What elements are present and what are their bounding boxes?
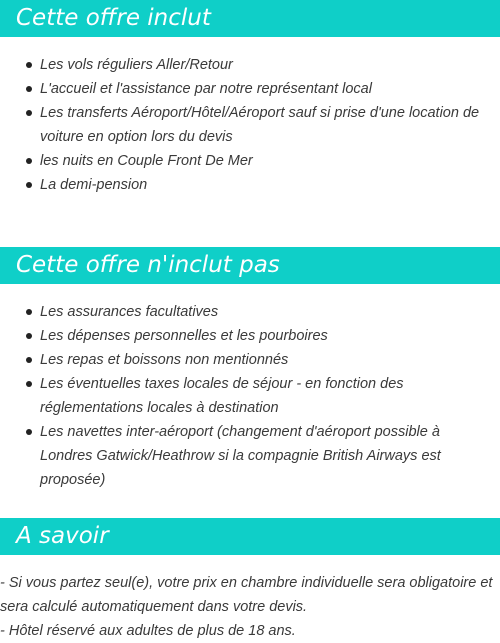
- excludes-title: Cette offre n'inclut pas: [16, 252, 280, 278]
- tips-line: - Hôtel réservé aux adultes de plus de 18 ans.: [0, 623, 296, 639]
- tips-title: A savoir: [16, 523, 109, 549]
- includes-list: [0, 53, 500, 197]
- list-item: Les vols réguliers Aller/Retour: [0, 53, 500, 77]
- list-item: Les repas et boissons non mentionnés: [0, 348, 500, 372]
- list-item: L'accueil et l'assistance par notre représentant local: [0, 77, 500, 101]
- tips-text: [0, 571, 500, 643]
- tips-section-header: [0, 518, 500, 555]
- list-item: Les éventuelles taxes locales de séjour - en fonction des réglementations locales à destination: [0, 372, 500, 420]
- list-item: Les assurances facultatives: [0, 300, 500, 324]
- list-item: Les dépenses personnelles et les pourboires: [0, 324, 500, 348]
- excludes-section-header: [0, 247, 500, 284]
- tips-line: - Si vous partez seul(e), votre prix en chambre individuelle sera obligatoire et sera calculé automatiquement dans votre devis.: [0, 575, 493, 615]
- list-item: La demi-pension: [0, 173, 500, 197]
- excludes-list: [0, 300, 500, 492]
- includes-title: Cette offre inclut: [16, 5, 211, 31]
- list-item: Les transferts Aéroport/Hôtel/Aéroport sauf si prise d'une location de voiture en option lors du devis: [0, 101, 500, 149]
- includes-section-header: [0, 0, 500, 37]
- list-item: les nuits en Couple Front De Mer: [0, 149, 500, 173]
- list-item: Les navettes inter-aéroport (changement d'aéroport possible à Londres Gatwick/Heathrow si la compagnie British Airways est proposée): [0, 420, 500, 492]
